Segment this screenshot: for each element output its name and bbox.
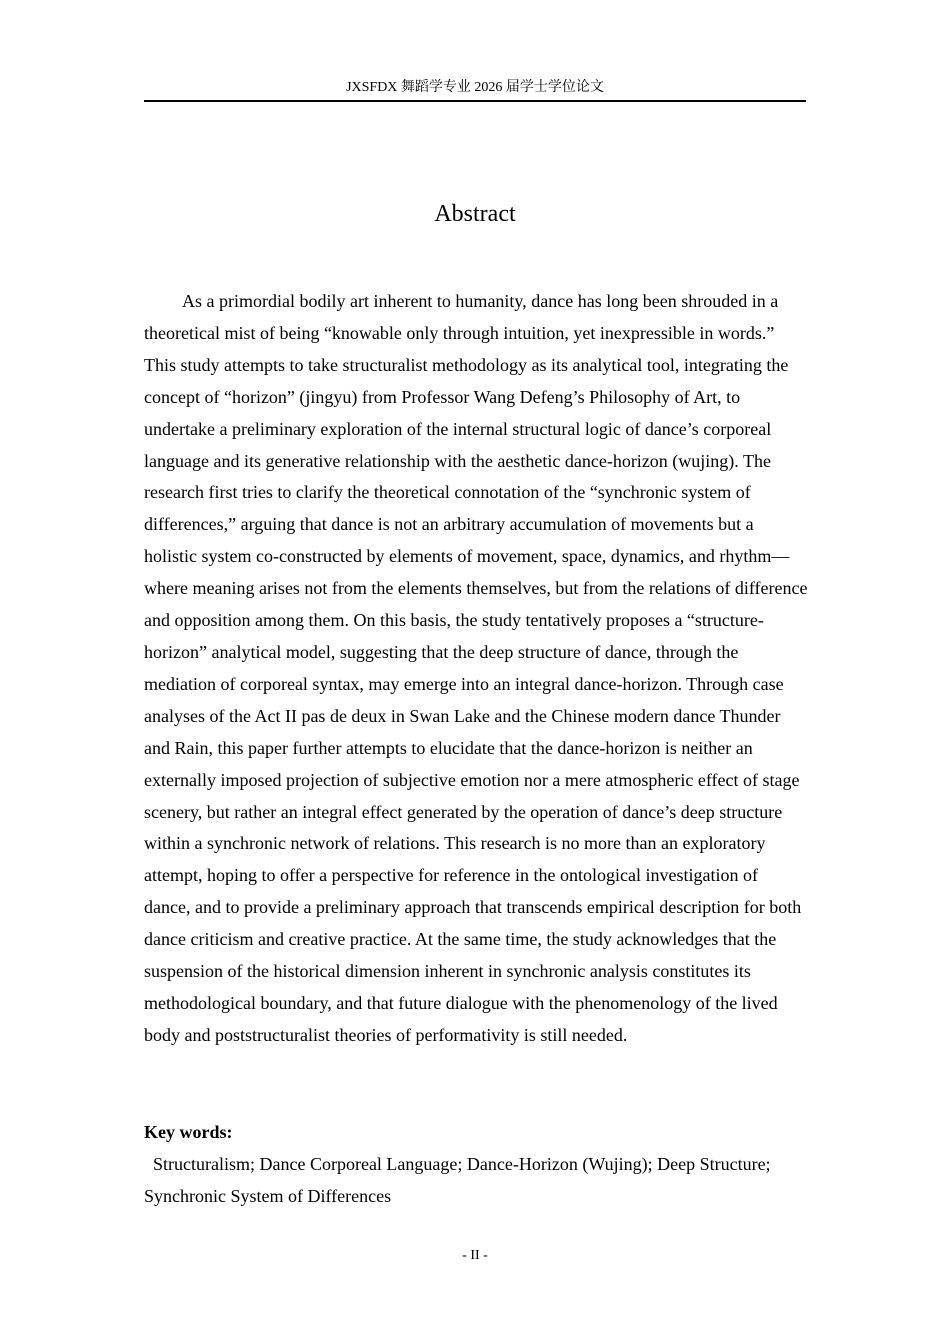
keywords-label: Key words:: [144, 1122, 233, 1142]
abstract-title: Abstract: [434, 201, 516, 227]
keywords-text: Structuralism; Dance Corporeal Language; Dance-Horizon (Wujing); Deep Structure; Synchronic System of Differences: [144, 1154, 771, 1206]
running-header: JXSFDX 舞蹈学专业 2026 届学士学位论文: [346, 80, 604, 95]
header-rule: [144, 100, 806, 102]
abstract-body: As a primordial bodily art inherent to humanity, dance has long been shrouded in a theoretical mist of being “knowable only through intuition, yet inexpressible in words.” This study attempts to take structuralist methodology as its analytical tool, integrating the concept of “horizon” (jingyu) from Professor Wang Defeng’s Philosophy of Art, to undertake a preliminary exploration of the internal structural logic of dance’s corporeal language and its generative relationship with the aesthetic dance-horizon (wujing). The research first tries to clarify the theoretical connotation of the “synchronic system of differences,” arguing that dance is not an arbitrary accumulation of movements but a holistic system co-constructed by elements of movement, space, dynamics, and rhythm—where meaning arises not from the elements themselves, but from the relations of difference and opposition among them. On this basis, the study tentatively proposes a “structure-horizon” analytical model, suggesting that the deep structure of dance, through the mediation of corporeal syntax, may emerge into an integral dance-horizon. Through case analyses of the Act II pas de deux in Swan Lake and the Chinese modern dance Thunder and Rain, this paper further attempts to elucidate that the dance-horizon is neither an externally imposed projection of subjective emotion nor a mere atmospheric effect of stage scenery, but rather an integral effect generated by the operation of dance’s deep structure within a synchronic network of relations. This research is no more than an exploratory attempt, hoping to offer a perspective for reference in the ontological investigation of dance, and to provide a preliminary approach that transcends empirical description for both dance criticism and creative practice. At the same time, the study acknowledges that the suspension of the historical dimension inherent in synchronic analysis constitutes its methodological boundary, and that future dialogue with the phenomenology of the lived body and poststructuralist theories of performativity is still needed.: [144, 291, 808, 1045]
page-number: - II -: [462, 1248, 488, 1263]
